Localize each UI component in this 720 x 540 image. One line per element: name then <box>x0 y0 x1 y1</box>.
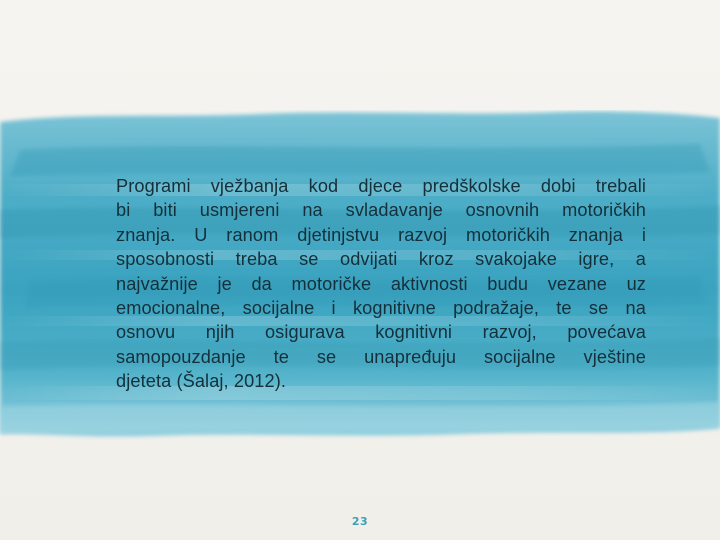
page-number: 23 <box>351 515 369 528</box>
paragraph-line: Programi vježbanja kod djece predškolske dobi trebali <box>116 176 646 196</box>
paragraph-line: bi biti usmjereni na svladavanje osnovnih motoričkih <box>116 200 646 221</box>
paragraph-line: samopouzdanje te se unapređuju socijalne vještine <box>116 346 646 367</box>
paragraph-line: najvažnije je da motoričke aktivnosti budu vezane uz <box>116 273 646 294</box>
paragraph-line: osnovu njih osigurava kognitivni razvoj, povećava <box>116 322 646 343</box>
paragraph-line: emocionalne, socijalne i kognitivne podražaje, te se na <box>116 298 646 319</box>
paragraph-line: djeteta (Šalaj, 2012). <box>116 371 287 392</box>
paragraph-line: znanja. U ranom djetinjstvu razvoj motoričkih znanja i <box>116 224 646 245</box>
paragraph-line: sposobnosti treba se odvijati kroz svakojake igre, a <box>116 249 646 270</box>
body-paragraph <box>116 174 646 394</box>
